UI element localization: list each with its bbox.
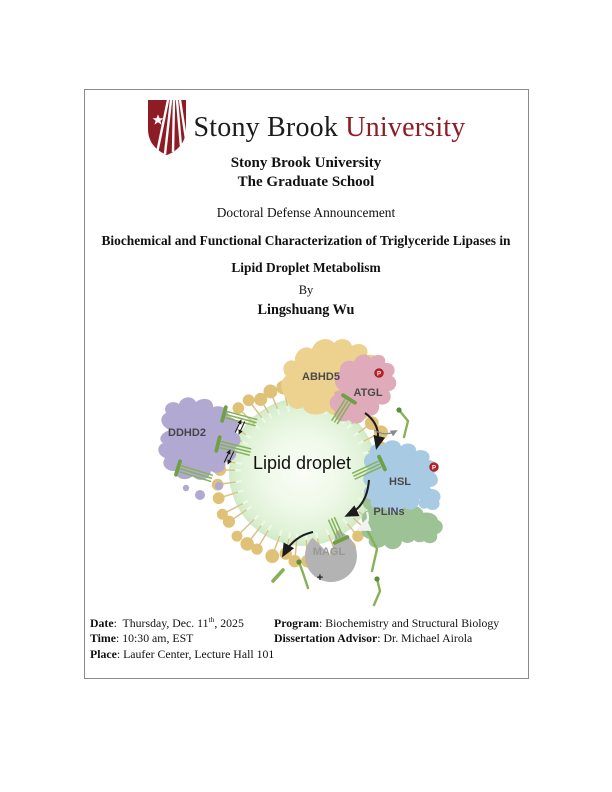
- advisor-line: Dissertation Advisor: Dr. Michael Airola: [274, 631, 473, 646]
- label-plins: PLINs: [373, 506, 405, 518]
- label-abhd5: ABHD5: [302, 371, 340, 383]
- date-label: Date: [90, 616, 114, 630]
- svg-text:P: P: [431, 465, 437, 472]
- label-magl: MAGL: [312, 546, 346, 558]
- label-hsl: HSL: [389, 476, 411, 488]
- protein-ddhd2: [158, 397, 240, 500]
- label-ddhd2: DDHD2: [168, 427, 206, 439]
- defense-details: [90, 616, 526, 662]
- by-label: By: [298, 283, 314, 297]
- candidate-name: Lingshuang Wu: [257, 302, 355, 318]
- place-line: Place: Laufer Center, Lecture Hall 101: [90, 646, 275, 661]
- time-line: Time: 10:30 am, EST: [90, 631, 194, 646]
- shield-icon: [147, 99, 187, 156]
- advisor-label: Dissertation Advisor: [274, 631, 378, 646]
- dissertation-title-line2: Lipid Droplet Metabolism: [231, 260, 381, 275]
- logo-wordmark: [194, 112, 466, 144]
- droplet-label: Lipid droplet: [252, 453, 352, 473]
- phospho-p-2: [430, 463, 439, 472]
- graduate-school: The Graduate School: [237, 174, 375, 190]
- dissertation-title-line1: Biochemical and Functional Characterization of Triglyceride Lipases in: [101, 233, 511, 248]
- logo-wordmark-secondary: University: [345, 111, 466, 143]
- school-header: [85, 154, 527, 192]
- svg-text:P: P: [376, 371, 382, 378]
- lipid-droplet-diagram: [148, 333, 484, 609]
- label-atgl: ATGL: [353, 387, 383, 399]
- announcement-line: Doctoral Defense Announcement: [216, 205, 396, 220]
- program-line: Program: Biochemistry and Structural Biology: [274, 616, 500, 630]
- logo-wordmark-primary: Stony Brook: [193, 111, 339, 143]
- time-label: Time: [90, 631, 116, 646]
- place-label: Place: [90, 646, 117, 661]
- university-logo: [85, 99, 527, 156]
- program-label: Program: [274, 616, 319, 630]
- plus-sign: +: [316, 572, 324, 584]
- phospho-p-1: [375, 369, 384, 378]
- date-line: Date: Thursday, Dec. 11th, 2025: [90, 615, 244, 630]
- university-name: Stony Brook University: [230, 155, 382, 171]
